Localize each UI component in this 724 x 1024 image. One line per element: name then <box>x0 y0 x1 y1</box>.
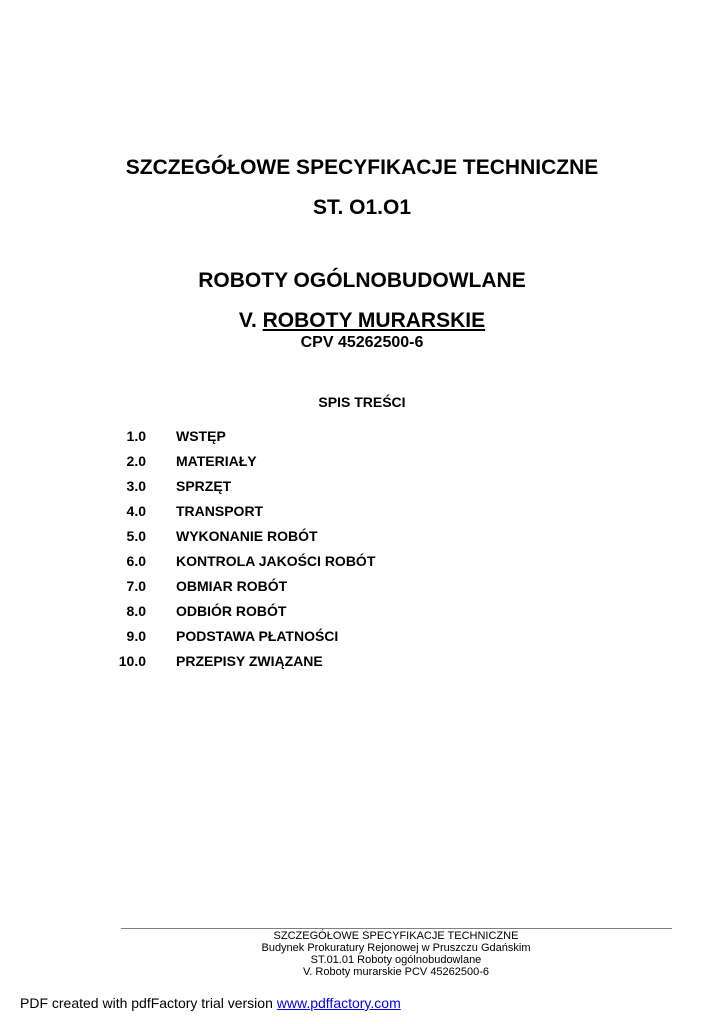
chapter-prefix: V. <box>238 309 257 332</box>
toc-item-number: 10.0 <box>118 653 146 669</box>
toc-item-title: TRANSPORT <box>176 503 264 519</box>
cpv-code: CPV 45262500-6 <box>300 334 424 351</box>
toc-item <box>0 601 724 621</box>
toc-item-number: 8.0 <box>126 603 146 619</box>
toc-item-title: WYKONANIE ROBÓT <box>176 528 318 544</box>
footer-divider <box>121 928 672 929</box>
toc-item <box>0 426 724 446</box>
pdf-creator-note <box>20 995 401 1011</box>
toc-item <box>0 551 724 571</box>
footer-line: Budynek Prokuratury Rejonowej w Pruszczu Gdańskim <box>261 942 531 954</box>
footer-line: V. Roboty murarskie PCV 45262500-6 <box>302 966 490 978</box>
toc-item <box>0 626 724 646</box>
chapter-title: ROBOTY MURARSKIE <box>262 309 486 332</box>
toc-item-title: WSTĘP <box>176 428 226 444</box>
pdffactory-link[interactable]: www.pdffactory.com <box>276 995 401 1011</box>
document-title: SZCZEGÓŁOWE SPECYFIKACJE TECHNICZNE <box>125 156 599 179</box>
section-title: ROBOTY OGÓLNOBUDOWLANE <box>198 269 526 292</box>
toc-item-number: 5.0 <box>126 528 146 544</box>
toc-item-number: 7.0 <box>126 578 146 594</box>
toc-heading: SPIS TREŚCI <box>318 394 406 410</box>
page-footer <box>120 930 672 978</box>
footer-line: ST.01.01 Roboty ogólnobudowlane <box>310 954 482 966</box>
footer-line: SZCZEGÓŁOWE SPECYFIKACJE TECHNICZNE <box>273 930 519 942</box>
chapter-heading <box>0 309 724 333</box>
toc-item-number: 1.0 <box>126 428 146 444</box>
toc-item-title: PODSTAWA PŁATNOŚCI <box>176 628 339 644</box>
toc-item <box>0 651 724 671</box>
toc-item-number: 6.0 <box>126 553 146 569</box>
toc-item-title: KONTROLA JAKOŚCI ROBÓT <box>176 553 376 569</box>
toc-item <box>0 526 724 546</box>
toc-item-number: 4.0 <box>126 503 146 519</box>
pdf-note-text: PDF created with pdfFactory trial version <box>20 995 277 1011</box>
toc-item <box>0 476 724 496</box>
toc-item-number: 9.0 <box>126 628 146 644</box>
toc-item <box>0 451 724 471</box>
toc-item-title: OBMIAR ROBÓT <box>176 578 288 594</box>
toc-item-title: MATERIAŁY <box>176 453 257 469</box>
toc-item-title: ODBIÓR ROBÓT <box>176 603 287 619</box>
toc-item-title: SPRZĘT <box>176 478 232 494</box>
spec-code: ST. O1.O1 <box>312 196 412 219</box>
toc-item-number: 3.0 <box>126 478 146 494</box>
toc-item <box>0 576 724 596</box>
toc-item-title: PRZEPISY ZWIĄZANE <box>176 653 323 669</box>
toc-item-number: 2.0 <box>126 453 146 469</box>
toc-item <box>0 501 724 521</box>
